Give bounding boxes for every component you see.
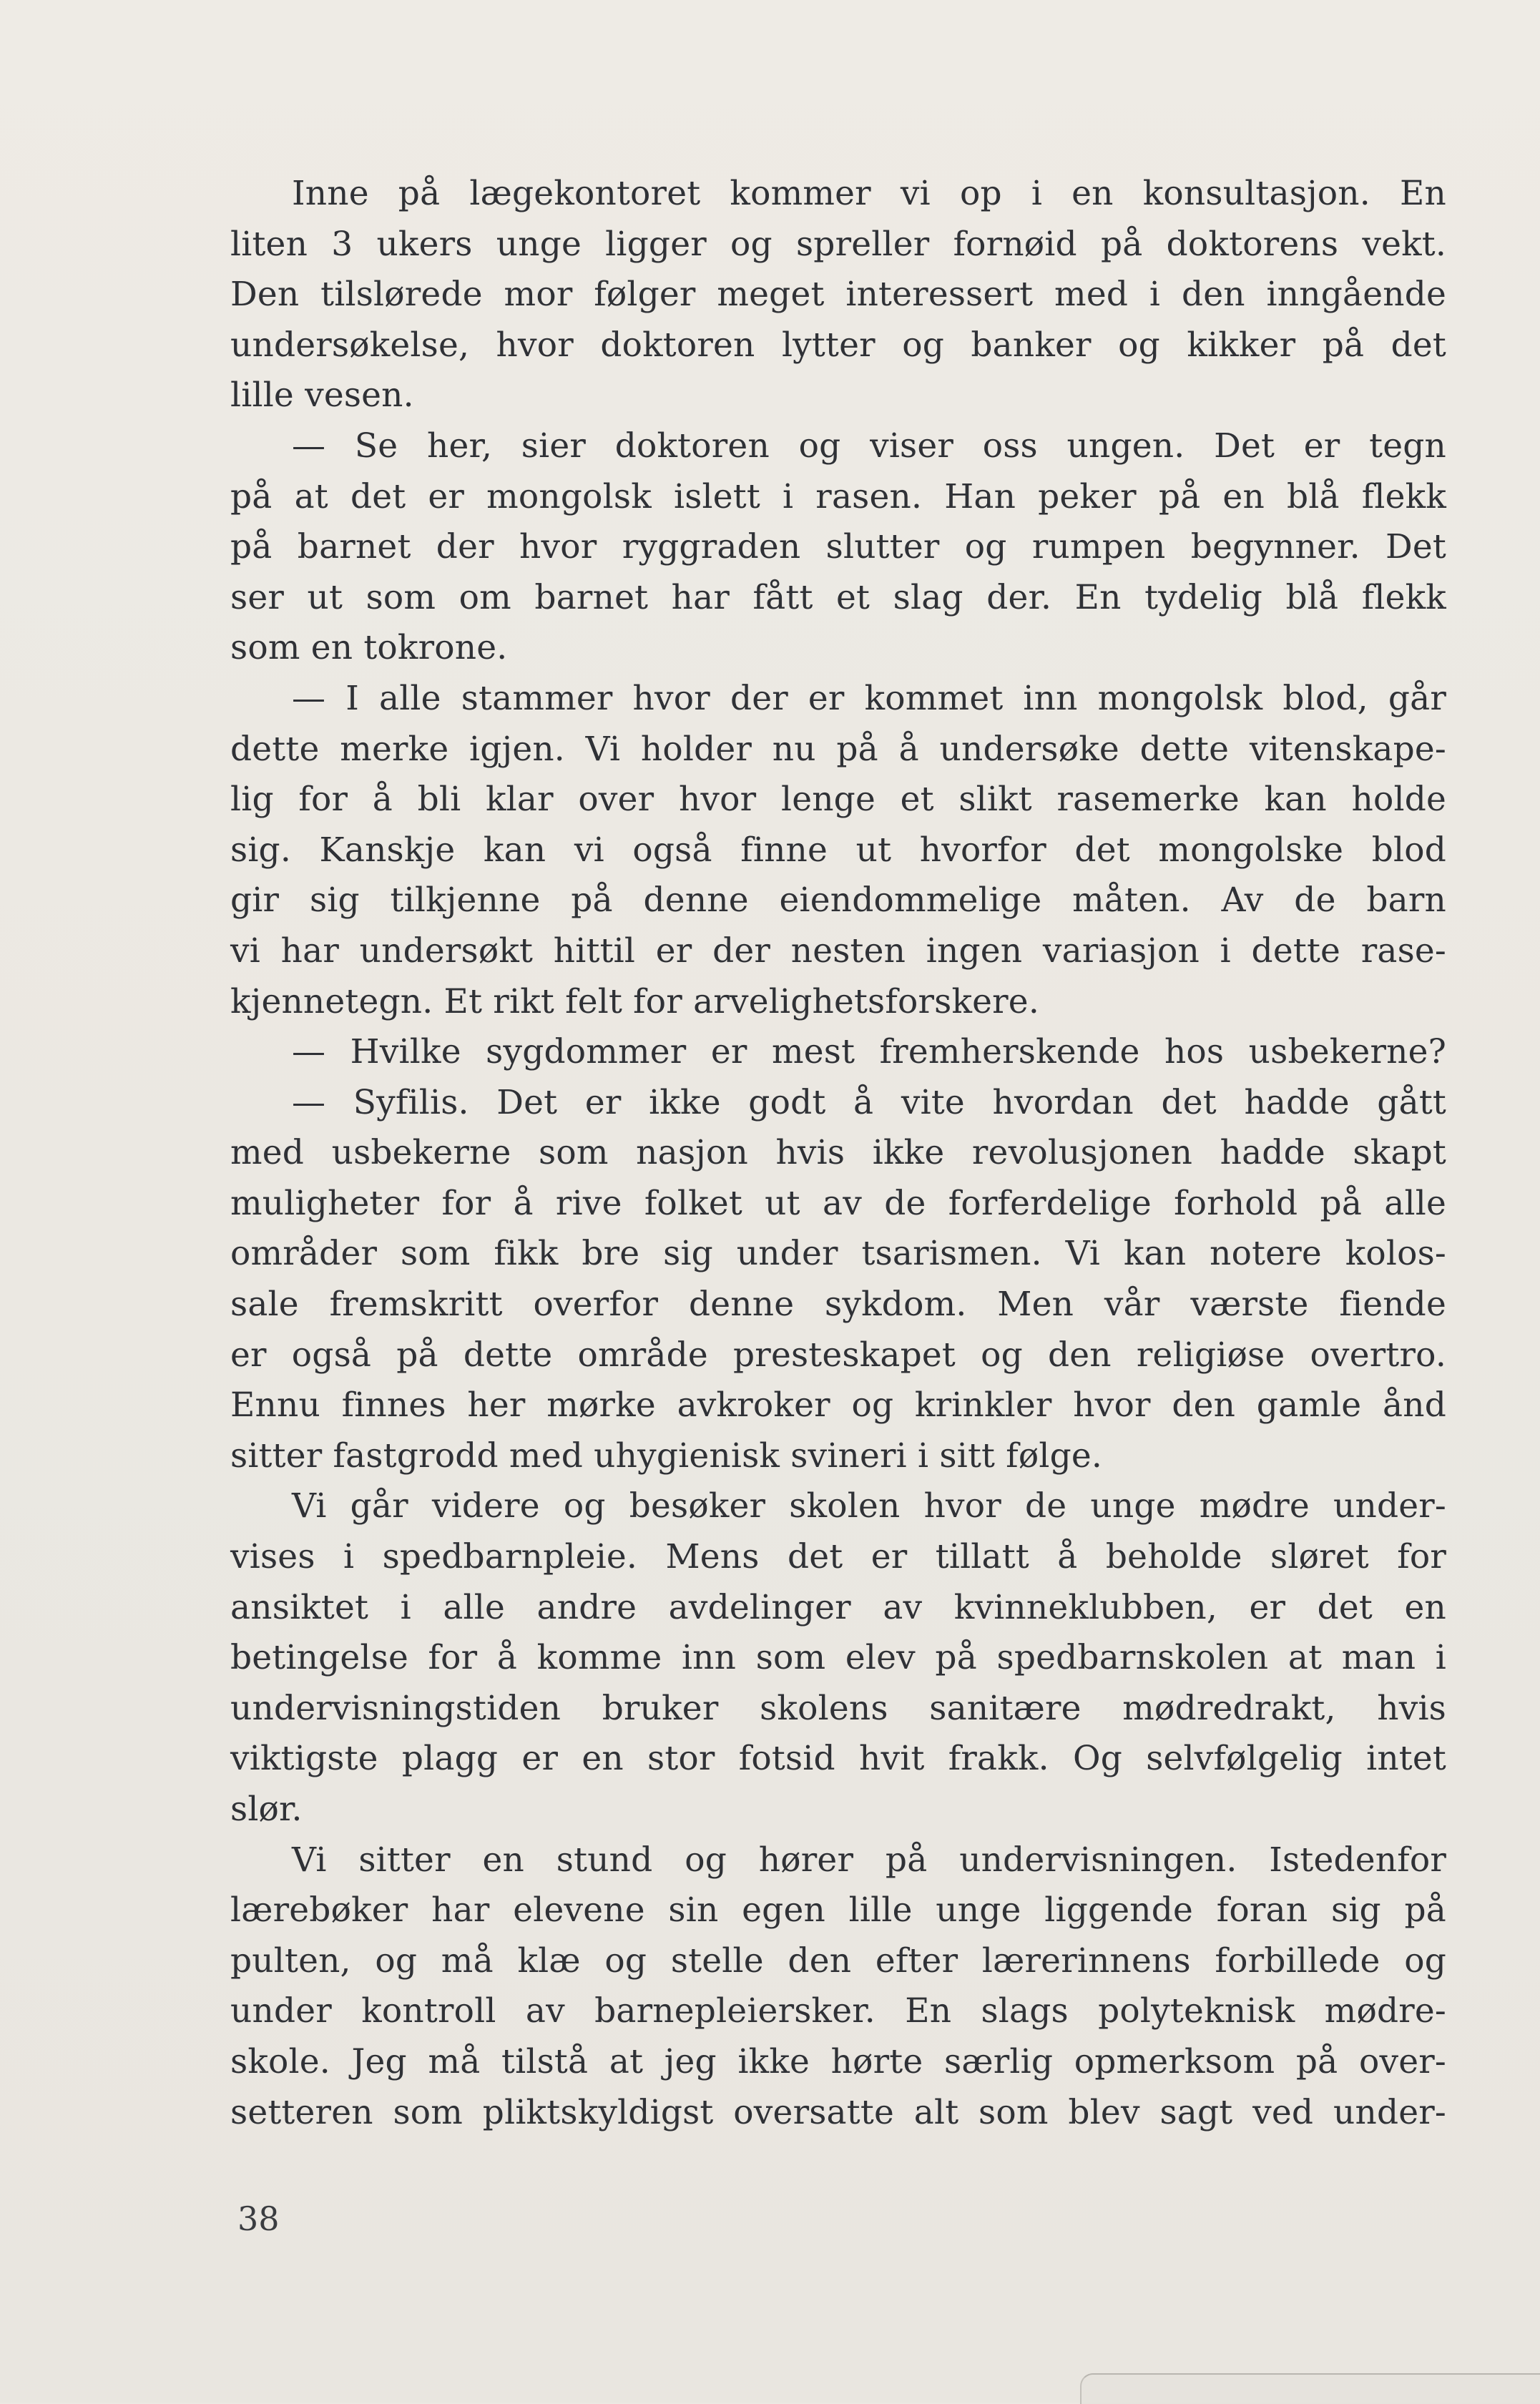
text-line: områder som fikk bre sig under tsarismen. Vi kan notere kolos-	[230, 1234, 1446, 1274]
text-line: dette merke igjen. Vi holder nu på å undersøke dette vitenskape-	[230, 729, 1446, 769]
text-line: — Syfilis. Det er ikke godt å vite hvordan det hadde gått	[292, 1082, 1446, 1122]
paragraph	[230, 1835, 1446, 2139]
text-line: gir sig tilkjenne på denne eiendommelige måten. Av de barn	[230, 880, 1446, 921]
text-line: slør.	[230, 1790, 303, 1829]
text-line: sig. Kanskje kan vi også finne ut hvorfor det mongolske blod	[230, 830, 1446, 870]
text-line: — I alle stammer hvor der er kommet inn mongolsk blod, går	[292, 678, 1446, 718]
paragraph	[230, 1027, 1446, 1078]
text-line: vises i spedbarnpleie. Mens det er tillatt å beholde sløret for	[230, 1537, 1446, 1577]
text-line: sitter fastgrodd med uhygienisk svineri i sitt følge.	[230, 1436, 1103, 1476]
text-line: — Se her, sier doktoren og viser oss ungen. Det er tegn	[292, 426, 1446, 466]
text-line: Ennu finnes her mørke avkroker og krinkler hvor den gamle ånd	[230, 1385, 1446, 1426]
text-line: på at det er mongolsk islett i rasen. Han peker på en blå flekk	[230, 476, 1446, 516]
text-line: sale fremskritt overfor denne sykdom. Men vår værste fiende	[230, 1285, 1446, 1325]
text-line: på barnet der hvor ryggraden slutter og rumpen begynner. Det	[230, 527, 1446, 567]
text-line: som en tokrone.	[230, 628, 508, 668]
text-line: undersøkelse, hvor doktoren lytter og banker og kikker på det	[230, 325, 1446, 365]
text-line: Den tilslørede mor følger meget interessert med i den inngående	[230, 275, 1446, 315]
text-line: ser ut som om barnet har fått et slag der. En tydelig blå flekk	[230, 577, 1446, 617]
text-line: — Hvilke sygdommer er mest fremherskende hos usbekerne?	[292, 1032, 1446, 1072]
text-line: Vi sitter en stund og hører på undervisningen. Istedenfor	[292, 1840, 1446, 1880]
text-line: muligheter for å rive folket ut av de forferdelige forhold på alle	[230, 1183, 1446, 1223]
paragraph	[230, 1481, 1446, 1835]
text-line: under kontroll av barnepleiersker. En slags polyteknisk mødre-	[230, 1991, 1446, 2031]
paragraph	[230, 169, 1446, 421]
paragraph	[230, 674, 1446, 1027]
text-line: lille vesen.	[230, 376, 414, 416]
text-line: Inne på lægekontoret kommer vi op i en konsultasjon. En	[292, 174, 1446, 213]
text-line: lærebøker har elevene sin egen lille unge liggende foran sig på	[230, 1890, 1446, 1930]
text-line: liten 3 ukers unge ligger og spreller fornøid på doktorens vekt.	[230, 224, 1446, 264]
text-line: ansiktet i alle andre avdelinger av kvinneklubben, er det en	[230, 1587, 1446, 1627]
text-line: lig for å bli klar over hvor lenge et slikt rasemerke kan holde	[230, 780, 1446, 820]
paragraph	[230, 421, 1446, 674]
text-line: skole. Jeg må tilstå at jeg ikke hørte særlig opmerksom på over-	[230, 2041, 1446, 2081]
text-line: kjennetegn. Et rikt felt for arvelighetsforskere.	[230, 981, 1039, 1021]
page-fold-edge	[1080, 2373, 1540, 2404]
text-line: viktigste plagg er en stor fotsid hvit frakk. Og selvfølgelig intet	[230, 1739, 1446, 1779]
page-number: 38	[237, 2199, 280, 2238]
text-line: med usbekerne som nasjon hvis ikke revolusjonen hadde skapt	[230, 1133, 1446, 1173]
text-line: undervisningstiden bruker skolens sanitære mødredrakt, hvis	[230, 1688, 1446, 1728]
text-line: betingelse for å komme inn som elev på spedbarnskolen at man i	[230, 1638, 1446, 1678]
text-line: er også på dette område presteskapet og den religiøse overtro.	[230, 1335, 1446, 1375]
text-line: Vi går videre og besøker skolen hvor de unge mødre under-	[292, 1486, 1446, 1526]
paragraph	[230, 1078, 1446, 1482]
text-line: vi har undersøkt hittil er der nesten ingen variasjon i dette rase-	[230, 931, 1446, 971]
text-line: setteren som pliktskyldigst oversatte alt som blev sagt ved under-	[230, 2092, 1446, 2132]
text-line: pulten, og må klæ og stelle den efter lærerinnens forbillede og	[230, 1941, 1446, 1981]
page-text	[230, 169, 1446, 2138]
